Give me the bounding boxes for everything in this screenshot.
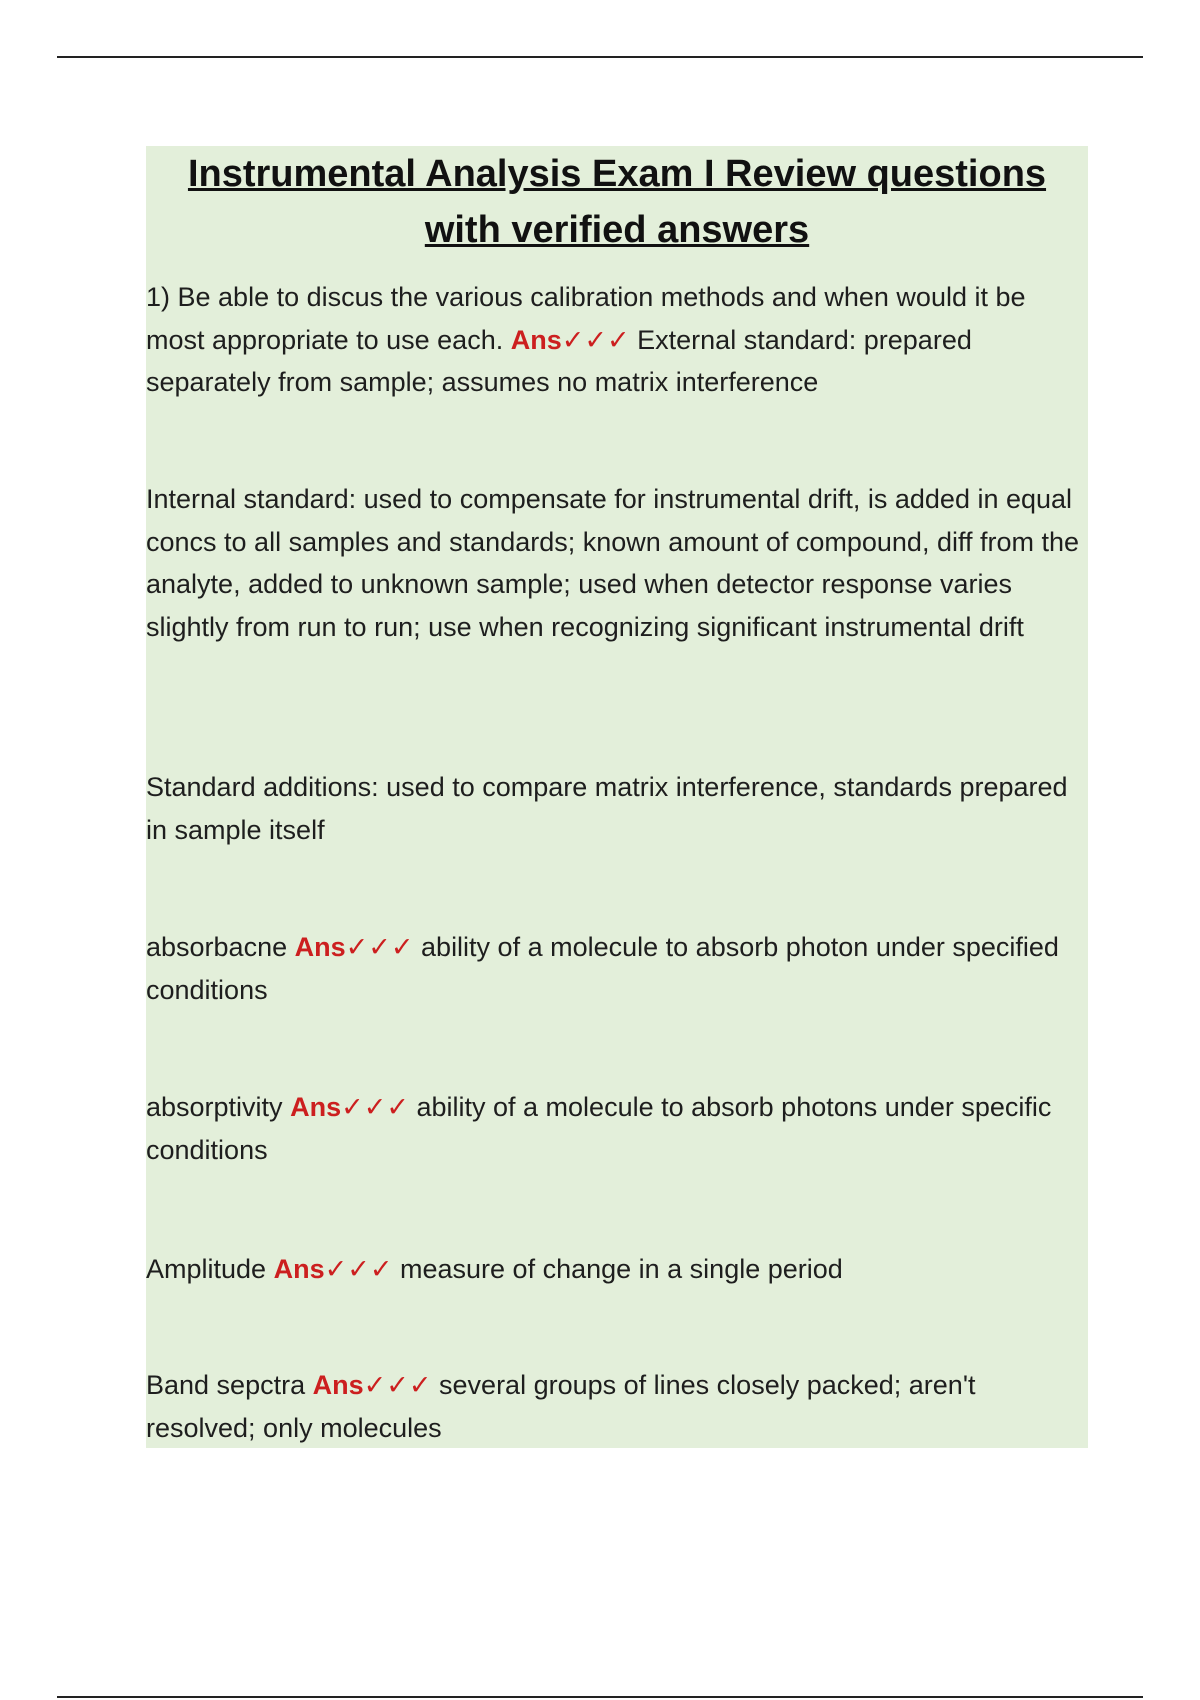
- qa-item-absorptivity: [146, 1086, 1088, 1171]
- question-text: Amplitude: [146, 1254, 267, 1284]
- answer-text: ability of a molecule to absorb photon under specified conditions: [146, 932, 1059, 1005]
- paragraph-text: Standard additions: used to compare matrix interference, standards prepared in sample itself: [146, 772, 1068, 845]
- answer-text: ability of a molecule to absorb photons under specific conditions: [146, 1092, 1052, 1165]
- title-line-2: with verified answers: [424, 209, 810, 251]
- paragraph-standard-additions: [146, 766, 1088, 851]
- answer-text: several groups of lines closely packed; aren't resolved; only molecules: [146, 1370, 976, 1443]
- question-text: 1) Be able to discus the various calibration methods and when would it be most appropriate to use each.: [146, 282, 1026, 355]
- answer-text: measure of change in a single period: [400, 1254, 843, 1284]
- paragraph-text: Internal standard: used to compensate for instrumental drift, is added in equal concs to all samples and standards; known amount of compound, diff from the analyte, added to unknown sample; used when detector response varies slightly from run to run; use when recognizing significant instrumental drift: [146, 484, 1080, 642]
- checkmark-icon: ✓✓✓: [561, 324, 630, 355]
- qa-item-amplitude: [146, 1248, 1088, 1291]
- footer-rule: [57, 1696, 1143, 1698]
- answer-label: Ans: [510, 324, 562, 355]
- header-rule: [57, 56, 1143, 58]
- checkmark-icon: ✓✓✓: [324, 1254, 393, 1284]
- qa-item-absorbance: [146, 926, 1088, 1011]
- paragraph-internal-standard: [146, 478, 1088, 648]
- title-line-1: Instrumental Analysis Exam I Review questions: [187, 153, 1047, 195]
- question-text: Band sepctra: [146, 1370, 306, 1400]
- checkmark-icon: ✓✓✓: [341, 1092, 409, 1122]
- document-title: [146, 146, 1088, 258]
- checkmark-icon: ✓✓✓: [363, 1370, 432, 1400]
- answer-label: Ans: [273, 1254, 325, 1284]
- answer-label: Ans: [290, 1092, 342, 1122]
- checkmark-icon: ✓✓✓: [345, 932, 414, 962]
- question-text: absorbacne: [146, 932, 288, 962]
- question-text: absorptivity: [146, 1092, 283, 1122]
- answer-label: Ans: [312, 1370, 364, 1400]
- answer-text: External standard: prepared separately from sample; assumes no matrix interference: [146, 324, 972, 397]
- qa-item-1: [146, 276, 1088, 404]
- qa-item-band-spectra: [146, 1364, 1088, 1449]
- answer-label: Ans: [294, 932, 346, 962]
